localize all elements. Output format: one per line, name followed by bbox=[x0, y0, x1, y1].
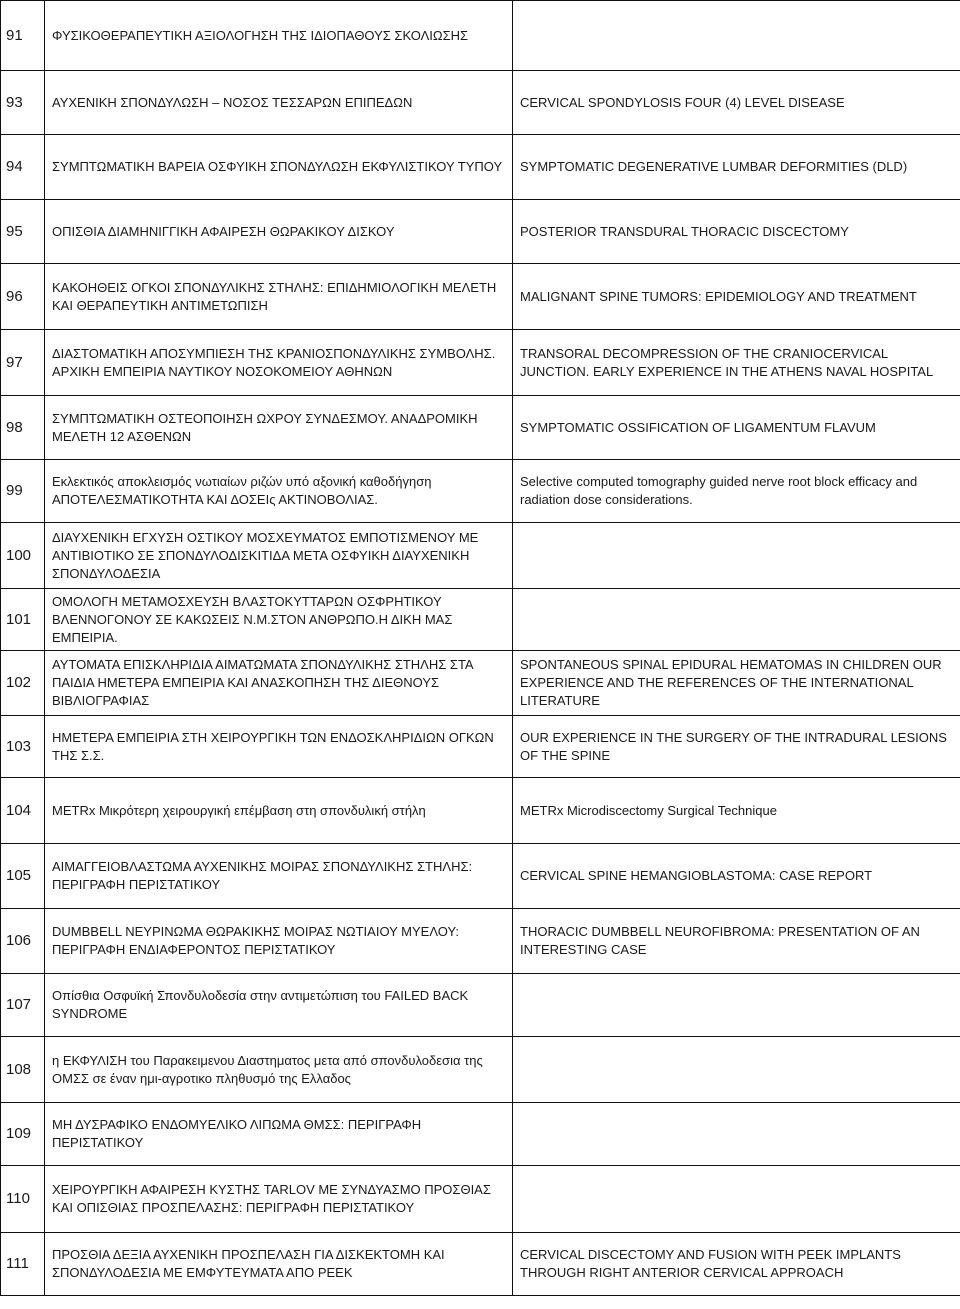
row-number: 97 bbox=[1, 330, 45, 396]
table-row bbox=[1, 1103, 960, 1166]
greek-title: ΑΙΜΑΓΓΕΙΟΒΛΑΣΤΩΜΑ ΑΥΧΕΝΙΚΗΣ ΜΟΙΡΑΣ ΣΠΟΝΔΥΛΙΚΗΣ ΣΤΗΛΗΣ: ΠΕΡΙΓΡΑΦΗ ΠΕΡΙΣΤΑΤΙΚΟΥ bbox=[45, 844, 513, 909]
table-row bbox=[1, 1, 960, 71]
english-title: MALIGNANT SPINE TUMORS: EPIDEMIOLOGY AND TREATMENT bbox=[513, 264, 960, 330]
english-title: CERVICAL SPONDYLOSIS FOUR (4) LEVEL DISEASE bbox=[513, 71, 960, 135]
row-number: 109 bbox=[1, 1103, 45, 1166]
table-row bbox=[1, 71, 960, 135]
row-number: 99 bbox=[1, 460, 45, 523]
table-row bbox=[1, 909, 960, 974]
english-title: CERVICAL SPINE HEMANGIOBLASTOMA: CASE REPORT bbox=[513, 844, 960, 909]
greek-title: ΔΙΑΥΧΕΝΙΚΗ ΕΓΧΥΣΗ ΟΣΤΙΚΟΥ ΜΟΣΧΕΥΜΑΤΟΣ ΕΜΠΟΤΙΣΜΕΝΟΥ ΜΕ ΑΝΤΙΒΙΟΤΙΚΟ ΣΕ ΣΠΟΝΔΥΛΟΔΙΣΚΙΤΙΔΑ ΜΕΤΑ ΟΣΦΥΙΚΗ ΔΙΑΥΧΕΝΙΚΗ ΣΠΟΝΔΥΛΟΔΕΣΙΑ bbox=[45, 523, 513, 589]
greek-title: ΔΙΑΣΤΟΜΑΤΙΚΗ ΑΠΟΣΥΜΠΙΕΣΗ ΤΗΣ ΚΡΑΝΙΟΣΠΟΝΔΥΛΙΚΗΣ ΣΥΜΒΟΛΗΣ. ΑΡΧΙΚΗ ΕΜΠΕΙΡΙΑ ΝΑΥΤΙΚΟΥ ΝΟΣΟΚΟΜΕΙΟΥ ΑΘΗΝΩΝ bbox=[45, 330, 513, 396]
greek-title: ΣΥΜΠΤΩΜΑΤΙΚΗ ΟΣΤΕΟΠΟΙΗΣΗ ΩΧΡΟΥ ΣΥΝΔΕΣΜΟΥ. ΑΝΑΔΡΟΜΙΚΗ ΜΕΛΕΤΗ 12 ΑΣΘΕΝΩΝ bbox=[45, 396, 513, 460]
table-row bbox=[1, 460, 960, 523]
english-title: METRx Microdiscectomy Surgical Technique bbox=[513, 778, 960, 844]
row-number: 95 bbox=[1, 200, 45, 264]
row-number: 105 bbox=[1, 844, 45, 909]
greek-title: ΑΥΤΟΜΑΤΑ ΕΠΙΣΚΛΗΡΙΔΙΑ ΑΙΜΑΤΩΜΑΤΑ ΣΠΟΝΔΥΛΙΚΗΣ ΣΤΗΛΗΣ ΣΤΑ ΠΑΙΔΙΑ ΗΜΕΤΕΡΑ ΕΜΠΕΙΡΙΑ ΚΑΙ ΑΝΑΣΚΟΠΗΣΗ ΤΗΣ ΔΙΕΘΝΟΥΣ ΒΙΒΛΙΟΓΡΑΦΙΑΣ bbox=[45, 651, 513, 716]
table-row bbox=[1, 716, 960, 778]
row-number: 104 bbox=[1, 778, 45, 844]
english-title: SPONTANEOUS SPINAL EPIDURAL HEMATOMAS IN CHILDREN OUR EXPERIENCE AND THE REFERENCES OF THE INTERNATIONAL LITERATURE bbox=[513, 651, 960, 716]
row-number: 110 bbox=[1, 1166, 45, 1233]
greek-title: METRx Μικρότερη χειρουργική επέμβαση στη σπονδυλική στήλη bbox=[45, 778, 513, 844]
row-number: 108 bbox=[1, 1037, 45, 1103]
greek-title: ΑΥΧΕΝΙΚΗ ΣΠΟΝΔΥΛΩΣΗ – ΝΟΣΟΣ ΤΕΣΣΑΡΩΝ ΕΠΙΠΕΔΩΝ bbox=[45, 71, 513, 135]
english-title: Selective computed tomography guided nerve root block efficacy and radiation dose considerations. bbox=[513, 460, 960, 523]
row-number: 91 bbox=[1, 1, 45, 71]
row-number: 106 bbox=[1, 909, 45, 974]
row-number: 101 bbox=[1, 589, 45, 651]
table-row bbox=[1, 396, 960, 460]
english-title: SYMPTOMATIC DEGENERATIVE LUMBAR DEFORMITIES (DLD) bbox=[513, 135, 960, 200]
table-row bbox=[1, 589, 960, 651]
english-title: SYMPTOMATIC OSSIFICATION OF LIGAMENTUM FLAVUM bbox=[513, 396, 960, 460]
english-title: OUR EXPERIENCE IN THE SURGERY OF THE INTRADURAL LESIONS OF THE SPINE bbox=[513, 716, 960, 778]
row-number: 96 bbox=[1, 264, 45, 330]
english-title bbox=[513, 1, 960, 71]
table-row bbox=[1, 1037, 960, 1103]
english-title: CERVICAL DISCECTOMY AND FUSION WITH PEEK IMPLANTS THROUGH RIGHT ANTERIOR CERVICAL APPROACH bbox=[513, 1233, 960, 1296]
greek-title: DUMBBELL ΝΕΥΡΙΝΩΜΑ ΘΩΡΑΚΙΚΗΣ ΜΟΙΡΑΣ ΝΩΤΙΑΙΟΥ ΜΥΕΛΟΥ: ΠΕΡΙΓΡΑΦΗ ΕΝΔΙΑΦΕΡΟΝΤΟΣ ΠΕΡΙΣΤΑΤΙΚΟΥ bbox=[45, 909, 513, 974]
table-row bbox=[1, 264, 960, 330]
english-title bbox=[513, 974, 960, 1037]
greek-title: Οπίσθια Οσφυϊκή Σπονδυλοδεσία στην αντιμετώπιση του FAILED BACK SYNDROME bbox=[45, 974, 513, 1037]
greek-title: ΚΑΚΟΗΘΕΙΣ ΟΓΚΟΙ ΣΠΟΝΔΥΛΙΚΗΣ ΣΤΗΛΗΣ: ΕΠΙΔΗΜΙΟΛΟΓΙΚΗ ΜΕΛΕΤΗ ΚΑΙ ΘΕΡΑΠΕΥΤΙΚΗ ΑΝΤΙΜΕΤΩΠΙΣΗ bbox=[45, 264, 513, 330]
table-row bbox=[1, 1166, 960, 1233]
english-title bbox=[513, 1037, 960, 1103]
greek-title: ΟΜΟΛΟΓΗ ΜΕΤΑΜΟΣΧΕΥΣΗ ΒΛΑΣΤΟΚΥΤΤΑΡΩΝ ΟΣΦΡΗΤΙΚΟΥ ΒΛΕΝΝΟΓΟΝΟΥ ΣΕ ΚΑΚΩΣΕΙΣ Ν.Μ.ΣΤΟΝ ΑΝΘΡΩΠΟ.Η ΔΙΚΗ ΜΑΣ ΕΜΠΕΙΡΙΑ. bbox=[45, 589, 513, 651]
row-number: 100 bbox=[1, 523, 45, 589]
row-number: 94 bbox=[1, 135, 45, 200]
table-row bbox=[1, 523, 960, 589]
table-row bbox=[1, 330, 960, 396]
row-number: 98 bbox=[1, 396, 45, 460]
table-row bbox=[1, 778, 960, 844]
greek-title: ΣΥΜΠΤΩΜΑΤΙΚΗ ΒΑΡΕΙΑ ΟΣΦΥΙΚΗ ΣΠΟΝΔΥΛΩΣΗ ΕΚΦΥΛΙΣΤΙΚΟΥ ΤΥΠΟΥ bbox=[45, 135, 513, 200]
english-title bbox=[513, 1166, 960, 1233]
row-number: 93 bbox=[1, 71, 45, 135]
english-title: TRANSORAL DECOMPRESSION OF THE CRANIOCERVICAL JUNCTION. EARLY EXPERIENCE IN THE ATHENS NAVAL HOSPITAL bbox=[513, 330, 960, 396]
greek-title: ΟΠΙΣΘΙΑ ΔΙΑΜΗΝΙΓΓΙΚΗ ΑΦΑΙΡΕΣΗ ΘΩΡΑΚΙΚΟΥ ΔΙΣΚΟΥ bbox=[45, 200, 513, 264]
table-row bbox=[1, 200, 960, 264]
english-title: POSTERIOR TRANSDURAL THORACIC DISCECTOMY bbox=[513, 200, 960, 264]
english-title bbox=[513, 589, 960, 651]
greek-title: ΠΡΟΣΘΙΑ ΔΕΞΙΑ ΑΥΧΕΝΙΚΗ ΠΡΟΣΠΕΛΑΣΗ ΓΙΑ ΔΙΣΚΕΚΤΟΜΗ ΚΑΙ ΣΠΟΝΔΥΛΟΔΕΣΙΑ ΜΕ ΕΜΦΥΤΕΥΜΑΤΑ ΑΠΟ PEEK bbox=[45, 1233, 513, 1296]
table-row bbox=[1, 135, 960, 200]
greek-title: ΗΜΕΤΕΡΑ ΕΜΠΕΙΡΙΑ ΣΤΗ ΧΕΙΡΟΥΡΓΙΚΗ ΤΩΝ ΕΝΔΟΣΚΛΗΡΙΔΙΩΝ ΟΓΚΩΝ ΤΗΣ Σ.Σ. bbox=[45, 716, 513, 778]
row-number: 111 bbox=[1, 1233, 45, 1296]
greek-title: η ΕΚΦΥΛΙΣΗ του Παρακειμενου Διαστηματος μετα από σπονδυλοδεσια της ΟΜΣΣ σε έναν ημι-αγροτικο πληθυσμό της Ελλαδος bbox=[45, 1037, 513, 1103]
row-number: 107 bbox=[1, 974, 45, 1037]
table-row bbox=[1, 651, 960, 716]
table-row bbox=[1, 844, 960, 909]
greek-title: ΧΕΙΡΟΥΡΓΙΚΗ ΑΦΑΙΡΕΣΗ ΚΥΣΤΗΣ TARLOV ΜΕ ΣΥΝΔΥΑΣΜΟ ΠΡΟΣΘΙΑΣ ΚΑΙ ΟΠΙΣΘΙΑΣ ΠΡΟΣΠΕΛΑΣΗΣ: ΠΕΡΙΓΡΑΦΗ ΠΕΡΙΣΤΑΤΙΚΟΥ bbox=[45, 1166, 513, 1233]
english-title: THORACIC DUMBBELL NEUROFIBROMA: PRESENTATION OF AN INTERESTING CASE bbox=[513, 909, 960, 974]
greek-title: ΦΥΣΙΚΟΘΕΡΑΠΕΥΤΙΚΗ ΑΞΙΟΛΟΓΗΣΗ ΤΗΣ ΙΔΙΟΠΑΘΟΥΣ ΣΚΟΛΙΩΣΗΣ bbox=[45, 1, 513, 71]
table-row bbox=[1, 974, 960, 1037]
greek-title: ΜΗ ΔΥΣΡΑΦΙΚΟ ΕΝΔΟΜΥΕΛΙΚΟ ΛΙΠΩΜΑ ΘΜΣΣ: ΠΕΡΙΓΡΑΦΗ ΠΕΡΙΣΤΑΤΙΚΟΥ bbox=[45, 1103, 513, 1166]
row-number: 102 bbox=[1, 651, 45, 716]
greek-title: Εκλεκτικός αποκλεισμός νωτιαίων ριζών υπό αξονική καθοδήγηση ΑΠΟΤΕΛΕΣΜΑΤΙΚΟΤΗΤΑ ΚΑΙ ΔΟΣΕΙς ΑΚΤΙΝΟΒΟΛΙΑΣ. bbox=[45, 460, 513, 523]
english-title bbox=[513, 523, 960, 589]
row-number: 103 bbox=[1, 716, 45, 778]
english-title bbox=[513, 1103, 960, 1166]
table-row bbox=[1, 1233, 960, 1296]
